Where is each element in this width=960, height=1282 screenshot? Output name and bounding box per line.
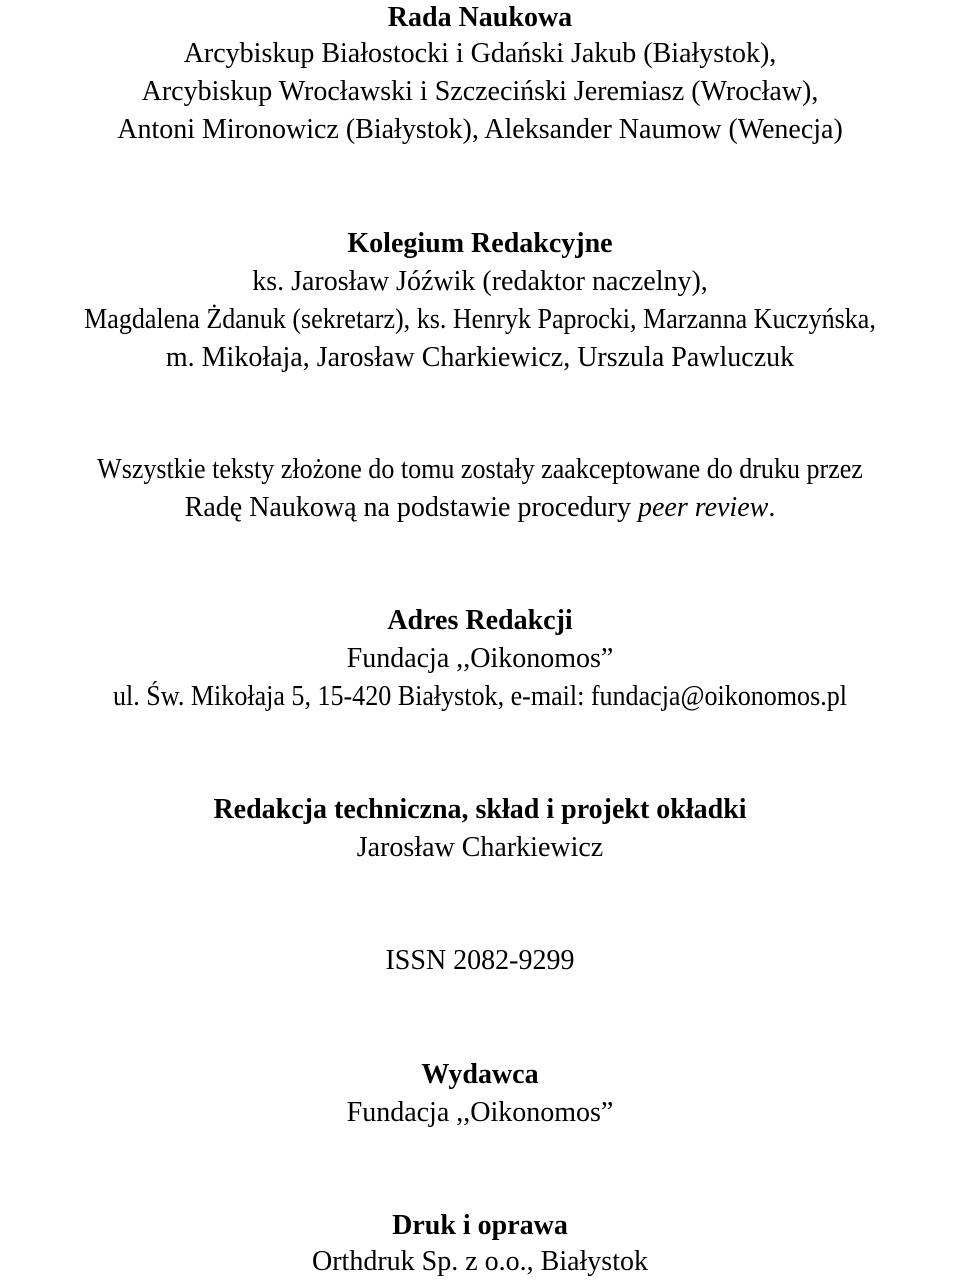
druk-heading: Druk i oprawa xyxy=(392,1210,568,1241)
kolegium-heading: Kolegium Redakcyjne xyxy=(347,228,613,259)
adres-foundation: Fundacja ,,Oikonomos” xyxy=(346,643,614,674)
review-statement-line-1: Wszystkie teksty złożone do tomu zostały zaakceptowane do druku przez xyxy=(97,454,863,485)
review-prefix: Radę Naukową na podstawie procedury xyxy=(184,492,638,523)
redakcja-techniczna-name: Jarosław Charkiewicz xyxy=(356,832,604,863)
issn-number: ISSN 2082-9299 xyxy=(385,945,575,976)
rada-naukowa-line-1: Arcybiskup Białostocki i Gdański Jakub (Białystok), xyxy=(183,38,777,69)
rada-naukowa-heading: Rada Naukowa xyxy=(387,2,573,33)
review-statement-line-2 xyxy=(0,490,960,526)
review-suffix: . xyxy=(768,492,776,523)
adres-heading: Adres Redakcji xyxy=(387,605,573,636)
peer-review-term: peer review xyxy=(637,492,769,523)
kolegium-line-2: Magdalena Żdanuk (sekretarz), ks. Henryk Paprocki, Marzanna Kuczyńska, xyxy=(84,304,876,335)
wydawca-name: Fundacja ,,Oikonomos” xyxy=(346,1097,614,1128)
adres-street-email: ul. Św. Mikołaja 5, 15-420 Białystok, e-mail: fundacja@oikonomos.pl xyxy=(113,681,847,712)
rada-naukowa-line-2: Arcybiskup Wrocławski i Szczeciński Jeremiasz (Wrocław), xyxy=(141,76,819,107)
rada-naukowa-line-3: Antoni Mironowicz (Białystok), Aleksander Naumow (Wenecja) xyxy=(117,114,843,145)
redakcja-techniczna-heading: Redakcja techniczna, skład i projekt okładki xyxy=(213,794,747,825)
kolegium-line-3: m. Mikołaja, Jarosław Charkiewicz, Urszula Pawluczuk xyxy=(165,342,795,373)
druk-name: Orthdruk Sp. z o.o., Białystok xyxy=(312,1246,648,1277)
wydawca-heading: Wydawca xyxy=(421,1059,539,1090)
kolegium-line-1: ks. Jarosław Jóźwik (redaktor naczelny), xyxy=(252,266,708,297)
